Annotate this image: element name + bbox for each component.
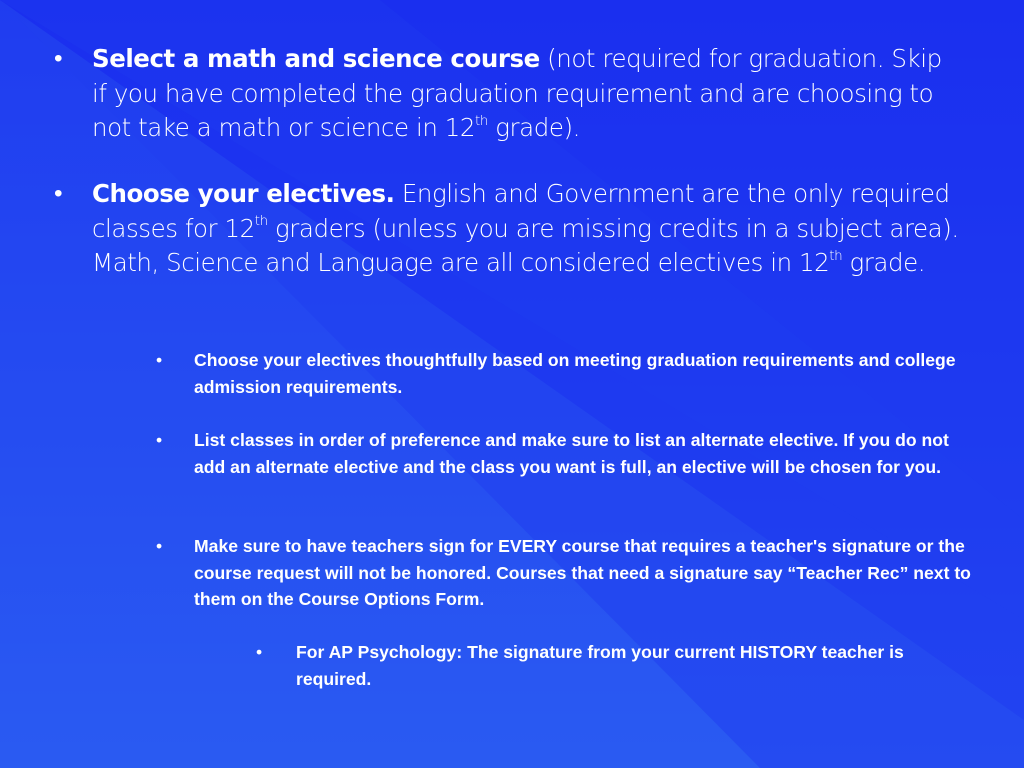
sub-sub-bullet-text: For AP Psychology: The signature from your current HISTORY teacher is required.: [296, 642, 904, 689]
bullet-marker: •: [156, 536, 163, 556]
sub-bullet-signatures: [156, 533, 976, 613]
bullet-marker: •: [54, 45, 63, 72]
bullet-heading: Select a math and science course: [92, 44, 540, 73]
sub-bullet-thoughtfully: [156, 347, 976, 400]
bullet-text: English and Government are the only required classes for 12: [92, 179, 950, 243]
sub-bullet-preference: [156, 427, 976, 480]
sub-sub-bullet-ap-psychology: [256, 639, 956, 692]
superscript: th: [254, 213, 268, 230]
bullet-text: grade.: [842, 248, 926, 278]
bullet-marker: •: [156, 430, 163, 450]
bullet-marker: •: [54, 180, 63, 207]
bullet-text: graders (unless you are missing credits in a subject area). Math, Science and Language are all considered electives in 12: [92, 213, 959, 278]
bullet-marker: •: [256, 642, 263, 662]
sub-bullet-text: Choose your electives thoughtfully based on meeting graduation requirements and college admission requirements.: [194, 350, 956, 397]
bullet-text: grade).: [487, 113, 580, 143]
sub-bullet-text: List classes in order of preference and make sure to list an alternate elective. If you do not add an alternate elective and the class you want is full, an elective will be chosen for you.: [194, 430, 949, 477]
superscript: th: [829, 248, 843, 265]
bullet-math-science: [54, 42, 959, 146]
bullet-text: (not required for graduation. Skip if you have completed the graduation requirement and are choosing to not take a math or science in 12: [92, 44, 942, 143]
bullet-marker: •: [156, 350, 163, 370]
bullet-heading: Choose your electives.: [92, 179, 395, 208]
bullet-electives: [54, 177, 959, 281]
superscript: th: [475, 113, 488, 130]
sub-bullet-text: Make sure to have teachers sign for EVERY course that requires a teacher's signature or the course request will not be honored. Courses that need a signature say “Teacher Rec” next to them on the Course Options Form.: [194, 536, 971, 610]
